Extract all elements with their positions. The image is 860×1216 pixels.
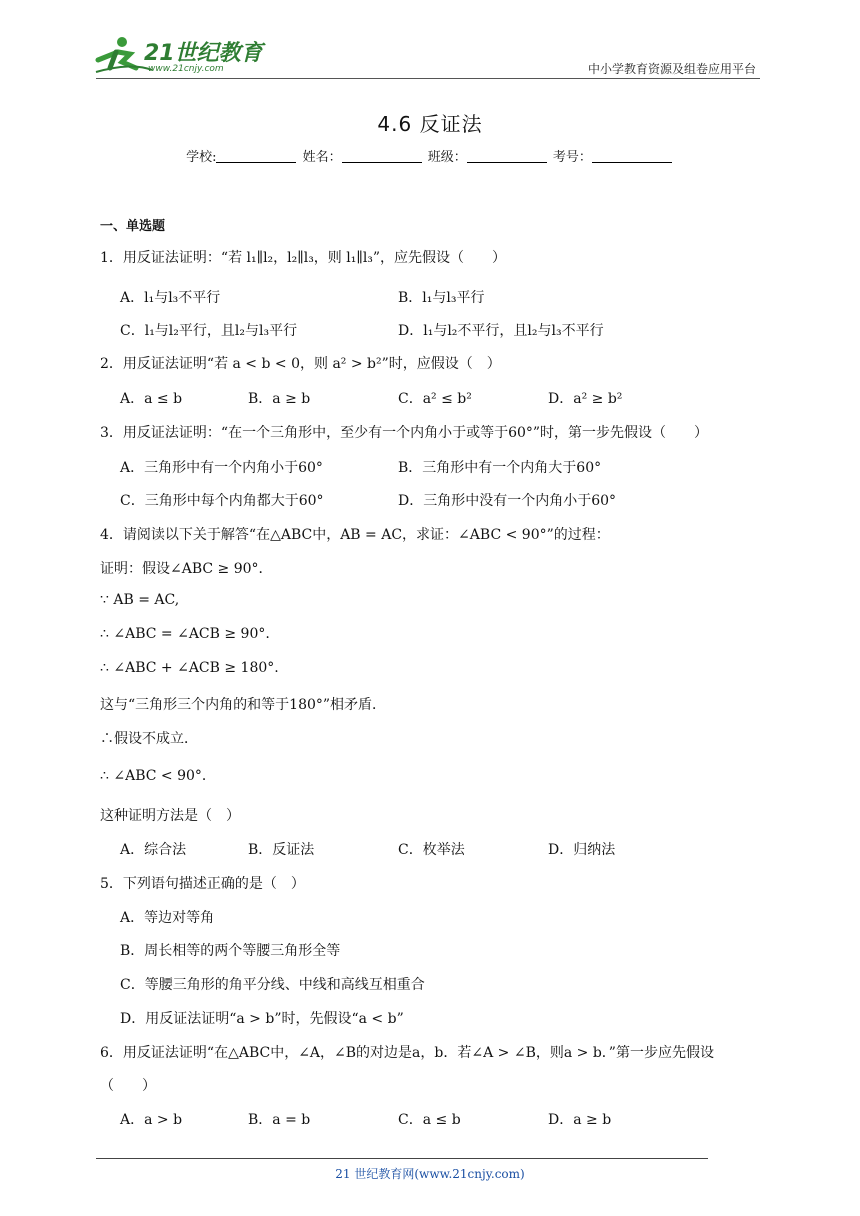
- question-3-option-d[interactable]: D．三角形中没有一个内角小于60°: [398, 493, 617, 509]
- question-4-proof-line: 证明：假设∠ABC ≥ 90°．: [100, 561, 273, 577]
- logo-text: 21世纪教育: [144, 41, 263, 66]
- class-label: 班级：: [427, 150, 467, 165]
- question-2-stem: 2．用反证法证明“若 a < b < 0，则 a² > b²”时，应假设（ ）: [100, 356, 501, 372]
- footer-link[interactable]: 21 世纪教育网(www.21cnjy.com): [335, 1167, 525, 1181]
- question-1-option-a[interactable]: A．l₁与l₃不平行: [120, 290, 221, 306]
- question-1-option-d[interactable]: D．l₁与l₂不平行，且l₂与l₃不平行: [398, 323, 604, 339]
- question-5-option-d[interactable]: D．用反证法证明“a > b”时，先假设“a < b”: [120, 1011, 404, 1027]
- question-5-stem: 5．下列语句描述正确的是（ ）: [100, 876, 305, 892]
- school-label: 学校:: [186, 150, 217, 165]
- question-4-option-b[interactable]: B．反证法: [248, 842, 315, 858]
- header-divider: [96, 78, 760, 79]
- question-4-proof-line: ∴ ∠ABC < 90°．: [100, 768, 216, 784]
- question-4-option-d[interactable]: D．归纳法: [548, 842, 616, 858]
- question-3-option-b[interactable]: B．三角形中有一个内角大于60°: [398, 460, 602, 476]
- question-3-option-a[interactable]: A．三角形中有一个内角小于60°: [120, 460, 323, 476]
- question-1-option-c[interactable]: C．l₁与l₂平行，且l₂与l₃平行: [120, 323, 298, 339]
- header-tagline: 中小学教育资源及组卷应用平台: [587, 62, 756, 76]
- question-1-option-b[interactable]: B．l₁与l₃平行: [398, 290, 485, 306]
- site-logo: [92, 32, 262, 78]
- question-6-option-c[interactable]: C．a ≤ b: [398, 1112, 461, 1128]
- question-4-prompt: 这种证明方法是（ ）: [100, 808, 240, 824]
- question-3-stem: 3．用反证法证明：“在一个三角形中，至少有一个内角小于或等于60°”时，第一步先假设（ ）: [100, 425, 709, 441]
- student-info: [0, 146, 860, 165]
- question-6-stem: 6．用反证法证明“在△ABC中，∠A，∠B的对边是a，b．若∠A > ∠B，则a > b．”第一步应先假设: [100, 1045, 714, 1061]
- question-6-stem-continued: （ ）: [100, 1078, 156, 1094]
- question-3-option-c[interactable]: C．三角形中每个内角都大于60°: [120, 493, 324, 509]
- question-6-option-d[interactable]: D．a ≥ b: [548, 1112, 612, 1128]
- question-2-option-b[interactable]: B．a ≥ b: [248, 391, 311, 407]
- question-5-option-a[interactable]: A．等边对等角: [120, 910, 215, 926]
- exam-no-label: 考号：: [552, 150, 592, 165]
- question-4-stem: 4．请阅读以下关于解答“在△ABC中，AB = AC，求证：∠ABC < 90°”的过程：: [100, 527, 610, 543]
- question-6-option-a[interactable]: A．a > b: [120, 1112, 183, 1128]
- footer-divider: [96, 1158, 708, 1159]
- name-blank[interactable]: [342, 148, 422, 163]
- section-heading: 一、单选题: [100, 219, 166, 234]
- exam-no-blank[interactable]: [592, 148, 672, 163]
- question-5-option-b[interactable]: B．周长相等的两个等腰三角形全等: [120, 943, 341, 959]
- question-4-proof-line: 这与“三角形三个内角的和等于180°”相矛盾．: [100, 697, 387, 713]
- question-2-option-d[interactable]: D．a² ≥ b²: [548, 391, 623, 407]
- logo-url: www.21cnjy.com: [148, 64, 224, 74]
- question-5-option-c[interactable]: C．等腰三角形的角平分线、中线和高线互相重合: [120, 977, 425, 993]
- school-blank[interactable]: [216, 148, 296, 163]
- question-4-option-a[interactable]: A．综合法: [120, 842, 187, 858]
- question-6-option-b[interactable]: B．a = b: [248, 1112, 311, 1128]
- page-title: 4.6 反证法: [377, 112, 483, 136]
- question-4-option-c[interactable]: C．枚举法: [398, 842, 465, 858]
- question-2-option-a[interactable]: A．a ≤ b: [120, 391, 183, 407]
- question-4-proof-line: ∵ AB = AC,: [100, 592, 180, 608]
- question-4-proof-line: ∴ ∠ABC + ∠ACB ≥ 180°.: [100, 660, 279, 676]
- question-1-stem: 1．用反证法证明：“若 l₁∥l₂，l₂∥l₃，则 l₁∥l₃”，应先假设（ ）: [100, 250, 507, 266]
- name-label: 姓名：: [302, 150, 342, 165]
- question-4-proof-line: ∴ ∠ABC = ∠ACB ≥ 90°.: [100, 626, 270, 642]
- question-2-option-c[interactable]: C．a² ≤ b²: [398, 391, 472, 407]
- question-4-proof-line: ∴假设不成立．: [100, 731, 198, 747]
- class-blank[interactable]: [467, 148, 547, 163]
